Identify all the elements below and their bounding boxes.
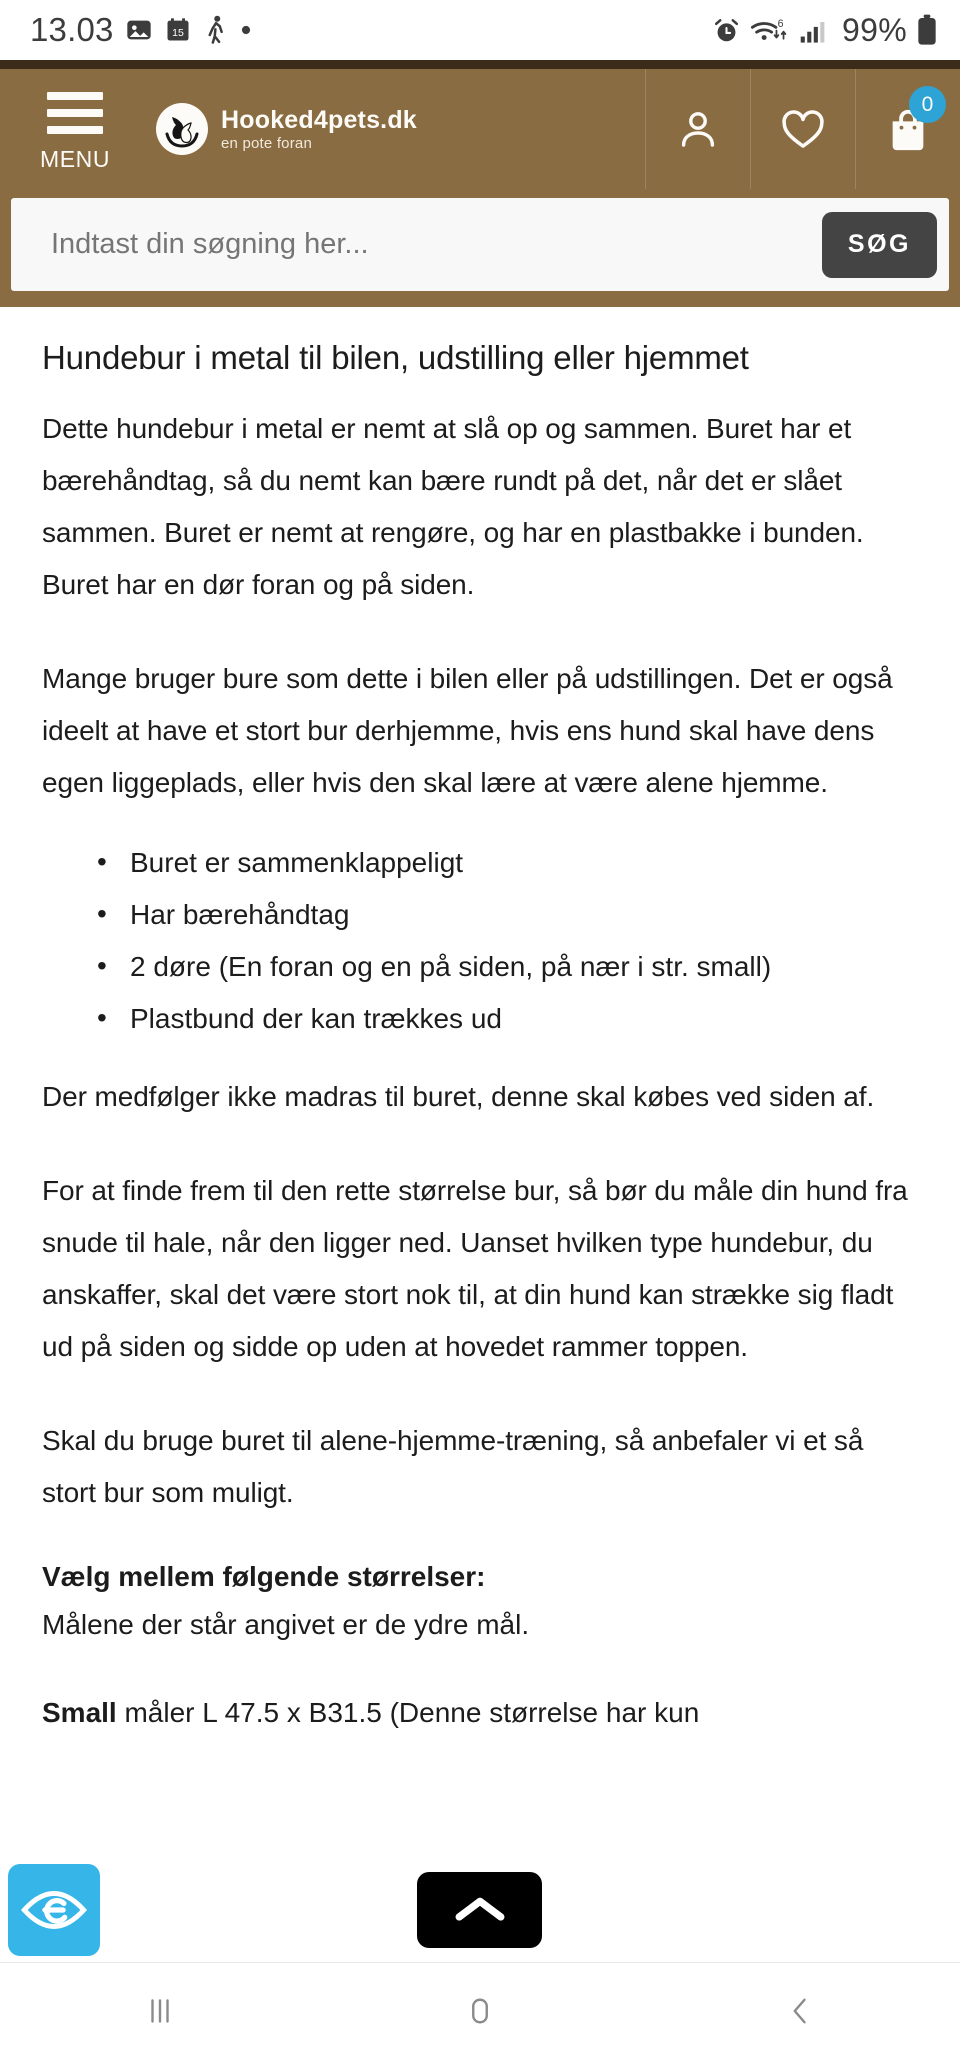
back-chevron-icon [782, 1993, 818, 2029]
features-list [42, 837, 920, 1045]
menu-button[interactable] [0, 69, 150, 189]
brand-logo[interactable] [150, 69, 645, 189]
article-content [0, 307, 960, 1739]
status-bar-right [712, 12, 938, 49]
alarm-icon [712, 16, 741, 45]
status-bar-left [30, 11, 252, 49]
accessibility-widget-button[interactable] [8, 1864, 100, 1956]
account-button[interactable] [645, 69, 750, 189]
signal-icon [799, 16, 829, 45]
size-row-small-text: måler L 47.5 x B31.5 (Denne størrelse har kun [116, 1697, 700, 1728]
svg-text:6: 6 [777, 17, 784, 30]
page-title: Hundebur i metal til bilen, udstilling eller hjemmet [42, 339, 749, 376]
home-icon [462, 1993, 498, 2029]
header-top-strip [0, 60, 960, 69]
article-paragraph-4: For at finde frem til den rette størrelse bur, så bør du måle din hund fra snude til hale, når den ligger ned. Uanset hvilken type hundebur, du anskaffer, skal det være stort nok til, at din hund kan strække sig fladt ud på siden og sidde op uden at hovedet rammer toppen. [42, 1175, 908, 1362]
back-button[interactable] [730, 1993, 870, 2029]
list-item: • 2 døre (En foran og en på siden, på nær i str. small) [97, 941, 920, 993]
calendar-icon [164, 16, 192, 44]
search-bar [0, 189, 960, 307]
list-item: • Plastbund der kan trækkes ud [97, 993, 920, 1045]
android-nav-bar [0, 1962, 960, 2059]
article-paragraph-2: Mange bruger bure som dette i bilen eller på udstillingen. Det er også ideelt at have et stort bur derhjemme, hvis ens hund skal have dens egen liggeplads, eller hvis den skal lære at være alene hjemme. [42, 663, 893, 798]
recents-button[interactable] [90, 1993, 230, 2029]
sizes-note: Målene der står angivet er de ydre mål. [42, 1609, 530, 1640]
cart-button[interactable] [855, 69, 960, 189]
list-item: • Buret er sammenklappeligt [97, 837, 920, 889]
walking-icon [203, 15, 229, 45]
svg-text:15: 15 [171, 26, 184, 39]
menu-button-label: MENU [39, 145, 111, 172]
cart-count-badge: 0 [909, 86, 946, 123]
chevron-up-icon [454, 1894, 506, 1926]
brand-tagline: en pote foran [221, 134, 313, 152]
search-input[interactable] [51, 228, 822, 261]
user-icon [674, 105, 722, 153]
size-row-small [42, 1687, 920, 1739]
site-header [0, 69, 960, 189]
home-button[interactable] [410, 1993, 550, 2029]
article-paragraph-5: Skal du bruge buret til alene-hjemme-træning, så anbefaler vi et så stort bur som muligt. [42, 1425, 864, 1508]
hamburger-icon [47, 92, 103, 143]
size-row-small-label: Small [42, 1697, 117, 1728]
brand-name: Hooked4pets.dk [221, 105, 417, 134]
wishlist-button[interactable] [750, 69, 855, 189]
wifi-icon [750, 16, 790, 45]
status-bar [0, 0, 960, 60]
battery-icon [916, 14, 938, 46]
dot-icon [240, 24, 252, 36]
heart-icon [778, 104, 828, 154]
recents-icon [142, 1993, 178, 2029]
eye-accessibility-icon [21, 1884, 87, 1936]
scroll-to-top-button[interactable] [417, 1872, 542, 1948]
battery-percent: 99% [842, 11, 907, 48]
paw-pets-logo-icon [156, 103, 208, 155]
header-actions [645, 69, 960, 189]
article-paragraph-3: Der medfølger ikke madras til buret, denne skal købes ved siden af. [42, 1081, 875, 1112]
search-box [11, 198, 949, 291]
search-submit-button[interactable]: SØG [822, 212, 937, 278]
image-icon [125, 16, 153, 44]
sizes-heading: Vælg mellem følgende størrelser: [42, 1561, 486, 1592]
brand-text [221, 107, 417, 152]
list-item: • Har bærehåndtag [97, 889, 920, 941]
status-time: 13.03 [30, 11, 114, 48]
article-paragraph-1: Dette hundebur i metal er nemt at slå op og sammen. Buret har et bærehåndtag, så du nemt kan bære rundt på det, når det er slået sammen. Buret er nemt at rengøre, og har en plastbakke i bunden. Buret har en dør foran og på siden. [42, 413, 864, 600]
